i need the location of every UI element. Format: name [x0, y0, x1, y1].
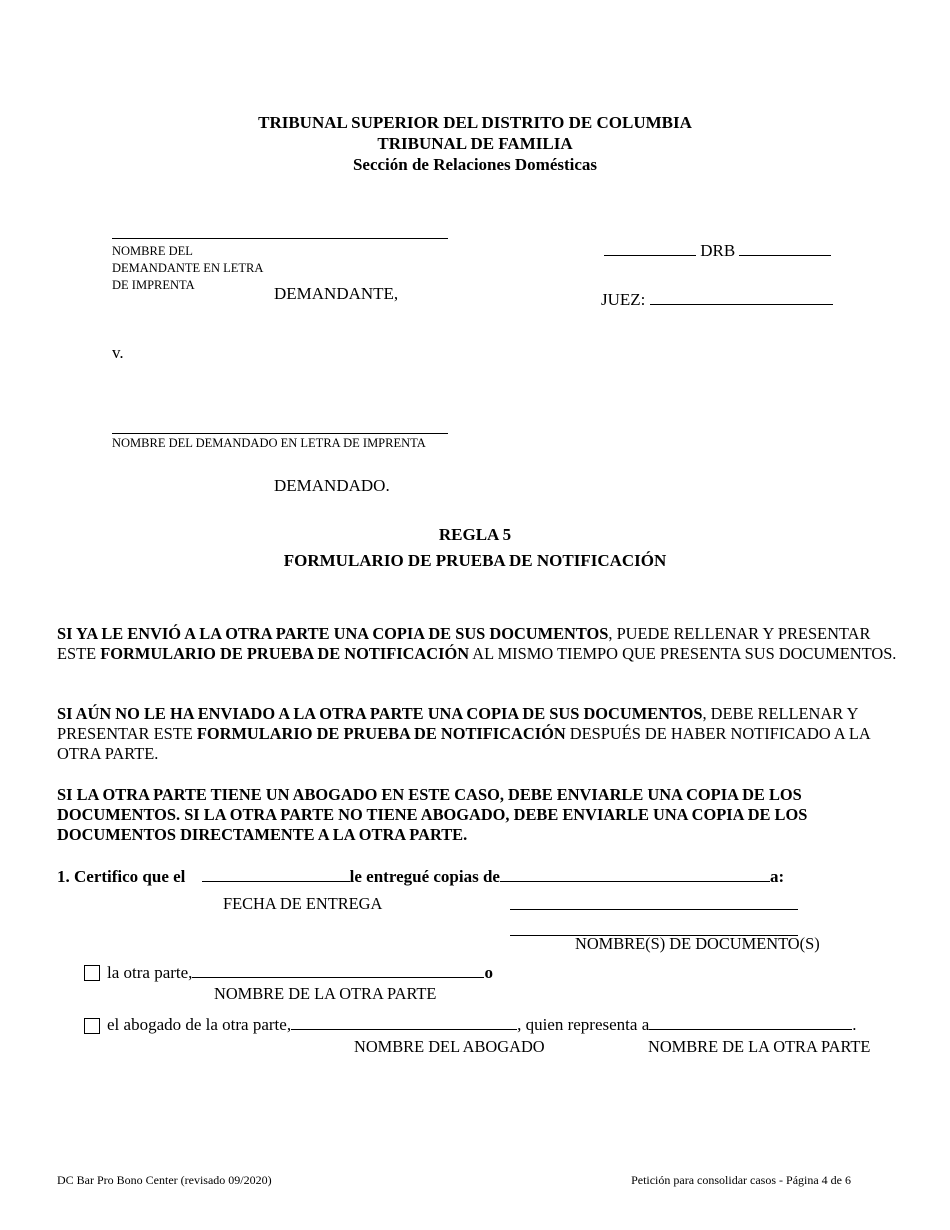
documents-line-2[interactable]: [510, 909, 798, 910]
other-party-name-label: NOMBRE DE LA OTRA PARTE: [214, 984, 437, 1003]
judge-label: JUEZ:: [601, 290, 646, 309]
plaintiff-label-1: NOMBRE DEL: [112, 244, 193, 258]
documents-blank[interactable]: [500, 881, 770, 882]
judge-blank[interactable]: [650, 304, 833, 305]
attorney-end: .: [852, 1015, 857, 1034]
p2-bold: SI AÚN NO LE HA ENVIADO A LA OTRA PARTE UNA COPIA DE SUS DOCUMENTOS: [57, 704, 703, 723]
plaintiff-label-2: DEMANDANTE EN LETRA: [112, 261, 264, 275]
drb-label: DRB: [700, 241, 736, 260]
case-number-prefix-blank[interactable]: [604, 255, 696, 256]
attorney-checkbox[interactable]: [84, 1018, 100, 1034]
defendant-role: DEMANDADO.: [274, 476, 390, 495]
versus: v.: [112, 343, 124, 362]
other-party-checkbox[interactable]: [84, 965, 100, 981]
attorney-name-label: NOMBRE DEL ABOGADO: [354, 1037, 545, 1056]
attorney-middle: , quien representa a: [517, 1015, 650, 1034]
court-division: TRIBUNAL DE FAMILIA: [377, 134, 573, 153]
p1-text-b: AL MISMO TIEMPO QUE PRESENTA SUS DOCUMENTOS.: [469, 644, 897, 663]
judge-row: [601, 290, 833, 310]
form-title: FORMULARIO DE PRUEBA DE NOTIFICACIÓN: [283, 551, 667, 570]
other-party-row: [107, 963, 493, 983]
defendant-label: NOMBRE DEL DEMANDADO EN LETRA DE IMPRENTA: [112, 436, 426, 450]
delivery-date-label: FECHA DE ENTREGA: [223, 894, 383, 913]
plaintiff-name-line[interactable]: [112, 238, 448, 239]
p2-text-b: DESPUÉS DE HABER NOTIFICADO A LA OTRA PARTE.: [57, 724, 870, 763]
case-number-row: [604, 241, 831, 261]
p2-text-a: , DEBE RELLENAR Y PRESENTAR ESTE: [57, 704, 858, 743]
represented-party-blank[interactable]: [649, 1029, 852, 1030]
certify-prefix: 1. Certifico que el: [57, 867, 186, 886]
documents-label: NOMBRE(S) DE DOCUMENTO(S): [575, 934, 820, 953]
plaintiff-label-3: DE IMPRENTA: [112, 278, 195, 292]
rule-title: REGLA 5: [438, 525, 512, 544]
p1-bold: SI YA LE ENVIÓ A LA OTRA PARTE UNA COPIA DE SUS DOCUMENTOS: [57, 624, 609, 643]
other-party-or: o: [484, 963, 493, 982]
p2-bold-2: FORMULARIO DE PRUEBA DE NOTIFICACIÓN: [196, 724, 566, 743]
attorney-label: el abogado de la otra parte,: [107, 1015, 292, 1034]
case-number-suffix-blank[interactable]: [739, 255, 831, 256]
court-name: TRIBUNAL SUPERIOR DEL DISTRITO DE COLUMBIA: [258, 113, 692, 132]
p1-bold-2: FORMULARIO DE PRUEBA DE NOTIFICACIÓN: [100, 644, 470, 663]
defendant-name-line[interactable]: [112, 433, 448, 434]
footer-right: Petición para consolidar casos - Página 4 de 6: [631, 1173, 851, 1187]
footer-left: DC Bar Pro Bono Center (revisado 09/2020): [57, 1173, 272, 1187]
delivery-date-blank[interactable]: [202, 881, 350, 882]
certify-row: [57, 867, 784, 887]
attorney-row: [107, 1015, 857, 1035]
instructions-paragraph-3: SI LA OTRA PARTE TIENE UN ABOGADO EN ESTE CASO, DEBE ENVIARLE UNA COPIA DE LOS DOCUMENTOS. SI LA OTRA PARTE NO TIENE ABOGADO, DEBE ENVIARLE UNA COPIA DE LOS DOCUMENTOS DIRECTAMENTE A LA OTRA PARTE.: [57, 785, 808, 844]
court-section: Sección de Relaciones Domésticas: [352, 155, 598, 174]
represented-party-label: NOMBRE DE LA OTRA PARTE: [648, 1037, 871, 1056]
instructions-paragraph-1: [57, 624, 897, 664]
instructions-paragraph-2: [57, 704, 897, 764]
other-party-label: la otra parte,: [107, 963, 193, 982]
plaintiff-role: DEMANDANTE,: [274, 284, 399, 303]
certify-suffix: a:: [769, 867, 785, 886]
p1-text-a: , PUEDE RELLENAR Y PRESENTAR ESTE: [57, 624, 871, 663]
attorney-name-blank[interactable]: [291, 1029, 517, 1030]
certify-middle: le entregué copias de: [349, 867, 500, 886]
other-party-name-blank[interactable]: [192, 977, 484, 978]
